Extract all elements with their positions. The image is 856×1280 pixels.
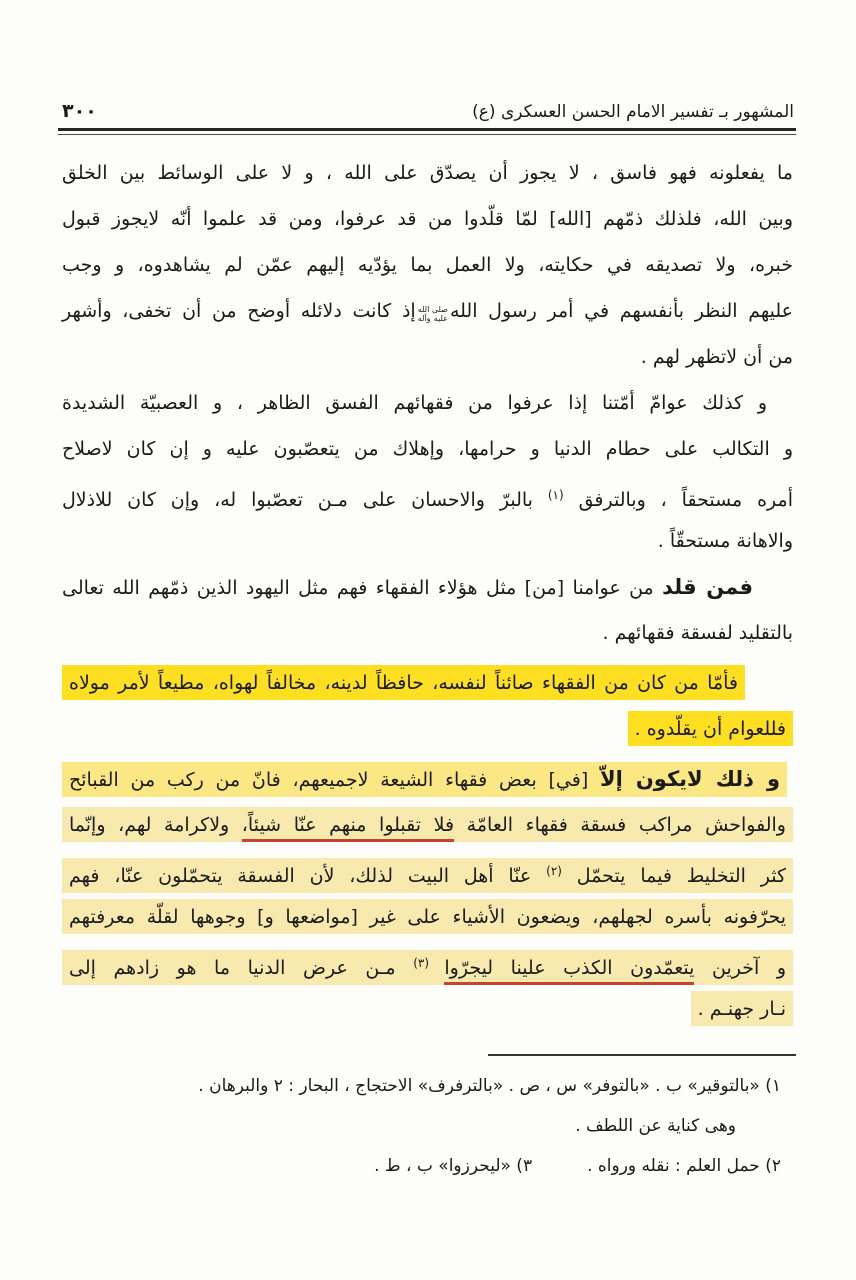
passage <box>62 300 793 322</box>
highlighted-passage <box>62 665 745 700</box>
text-line <box>62 894 793 940</box>
text-segment: بالتقليد لفسقة فقهائهم . <box>602 622 793 644</box>
text-line <box>62 564 793 610</box>
text-segment: إذ كانت دلائله أوضح من أن تخفى، وأشهر <box>62 300 416 322</box>
text-segment: يحرّفونه بأسره لجهلهم، ويضعون الأشياء على غير [مواضعها و] وجوهها لقلّة معرفتهم <box>69 906 786 928</box>
text-segment: و ذلك لايكون إلاّ <box>600 767 780 791</box>
running-title: المشهور بـ تفسير الامام الحسن العسكرى (ع) <box>472 102 794 122</box>
text-segment: و آخرين <box>694 957 787 979</box>
passage <box>62 392 767 414</box>
footnote-separator <box>488 1054 796 1056</box>
text-line <box>62 426 793 472</box>
footnotes <box>75 1066 781 1186</box>
text-line <box>62 196 793 242</box>
text-segment: مـن عرض الدنيا ما هو زادهم إلى <box>69 957 414 979</box>
page-header <box>62 88 794 122</box>
text-segment: ما يفعلونه فهو فاسق ، لا يجوز أن يصدّق على الله ، و لا على الوسائط بين الخلق <box>62 162 793 184</box>
text-line <box>62 380 793 426</box>
header-rule <box>58 128 796 135</box>
footnote-3: ٣) «ليحرزوا» ب ، ط . <box>374 1156 533 1176</box>
text-segment: والاهانة مستحقّاً . <box>657 530 793 552</box>
text-segment: من عوامنا [من] مثل هؤلاء الفقهاء فهم مثل اليهود الذين ذمّهم الله تعالى <box>62 577 663 599</box>
text-segment: و التكالب على حطام الدنيا و حرامها، وإهلاك من يتعصّبون عليه و إن كان لاصلاح <box>62 438 793 460</box>
page-number: ٣٠٠ <box>62 100 97 122</box>
footnote-row <box>75 1146 781 1186</box>
passage <box>62 438 793 460</box>
text-segment: أمره مستحقاً ، وبالترفق <box>563 489 793 511</box>
footnote-reference: (٣) <box>413 956 445 970</box>
text-segment: و كذلك عوامّ أمّتنا إذا عرفوا من فقهائهم الفسق الظاهر ، و العصبيّة الشديدة <box>62 392 767 414</box>
text-segment: فمن قلد <box>662 575 754 599</box>
highlighted-passage <box>628 711 793 746</box>
text-segment: من أن لاتظهر لهم . <box>640 346 793 368</box>
text-line <box>62 472 793 518</box>
highlighted-passage <box>62 762 787 797</box>
footnote-reference: (٢) <box>546 864 562 878</box>
honorific-stamp: صلى الله عليه وآله <box>417 305 448 323</box>
text-segment: نـار جهنـم . <box>697 998 786 1020</box>
highlighted-passage <box>62 807 793 842</box>
text-segment: بالبرّ والاحسان على مـن تعصّبوا له، وإن كان للاذلال <box>62 489 548 511</box>
footnote-2: ٢) حمل العلم : نقله ورواه . <box>587 1156 781 1176</box>
footnote-reference: (١) <box>547 488 564 502</box>
passage <box>62 489 793 511</box>
footnote-1: ١) «بالتوقير» ب . «بالتوفر» س ، ص . «بالترفرف» الاحتجاج ، البحار : ٢ والبرهان . <box>198 1076 781 1096</box>
text-line <box>62 940 793 986</box>
text-segment: [في] بعض فقهاء الشيعة لاجميعهم، فانّ من ركب من القبائح <box>69 769 600 791</box>
text-segment: كثر التخليط فيما يتحمّل <box>561 865 786 887</box>
text-line <box>62 756 793 802</box>
highlighted-passage <box>62 950 793 985</box>
passage <box>603 622 793 644</box>
passage <box>62 162 793 184</box>
text-line <box>62 610 793 656</box>
text-line <box>62 986 793 1032</box>
body-text <box>62 150 793 1032</box>
text-line <box>62 334 793 380</box>
red-underlined-text: فلا تقبلوا منهم عنّا شيئاً، <box>242 814 454 842</box>
passage <box>62 577 753 599</box>
text-segment: عليهم النظر بأنفسهم في أمر رسول الله <box>449 300 793 322</box>
text-segment: فأمّا من كان من الفقهاء صائناً لنفسه، حافظاً لدينه، مخالفاً لهواه، مطيعاً لأمر مولاه <box>69 672 738 694</box>
footnote-1-continued: وهى كناية عن اللطف . <box>575 1116 736 1136</box>
text-line <box>62 242 793 288</box>
text-segment: وبين الله، فلذلك ذمّهم [الله] لمّا قلّدوا من قد عرفوا، ومن قد علموا أنّه لايجوز قبول <box>62 208 793 230</box>
text-segment: والفواحش مراكب فسقة فقهاء العامّة <box>454 814 786 836</box>
passage <box>62 254 793 276</box>
text-segment: ولاكرامة لهم، وإنّما <box>69 814 242 836</box>
text-line <box>62 706 793 752</box>
text-segment: خبره، ولا تصديقه في حكايته، ولا العمل بما يؤدّيه إليهم عمّن لم يشاهدوه، و وجب <box>62 254 793 276</box>
text-line <box>62 518 793 564</box>
highlighted-passage <box>62 858 793 893</box>
highlighted-passage <box>62 899 793 934</box>
text-line <box>62 802 793 848</box>
text-segment: فللعوام أن يقلّدوه . <box>634 718 786 740</box>
highlighted-passage <box>691 991 793 1026</box>
red-underlined-text: يتعمّدون الكذب علينا ليجرّوا <box>444 957 694 985</box>
text-segment: عنّا أهل البيت لذلك، لأن الفسقة يتحمّلون عنّا، فهم <box>69 865 547 887</box>
passage <box>641 346 793 368</box>
text-line <box>62 150 793 196</box>
text-line <box>62 288 793 334</box>
text-line <box>62 660 793 706</box>
passage <box>658 530 793 552</box>
passage <box>62 208 793 230</box>
text-line <box>62 848 793 894</box>
